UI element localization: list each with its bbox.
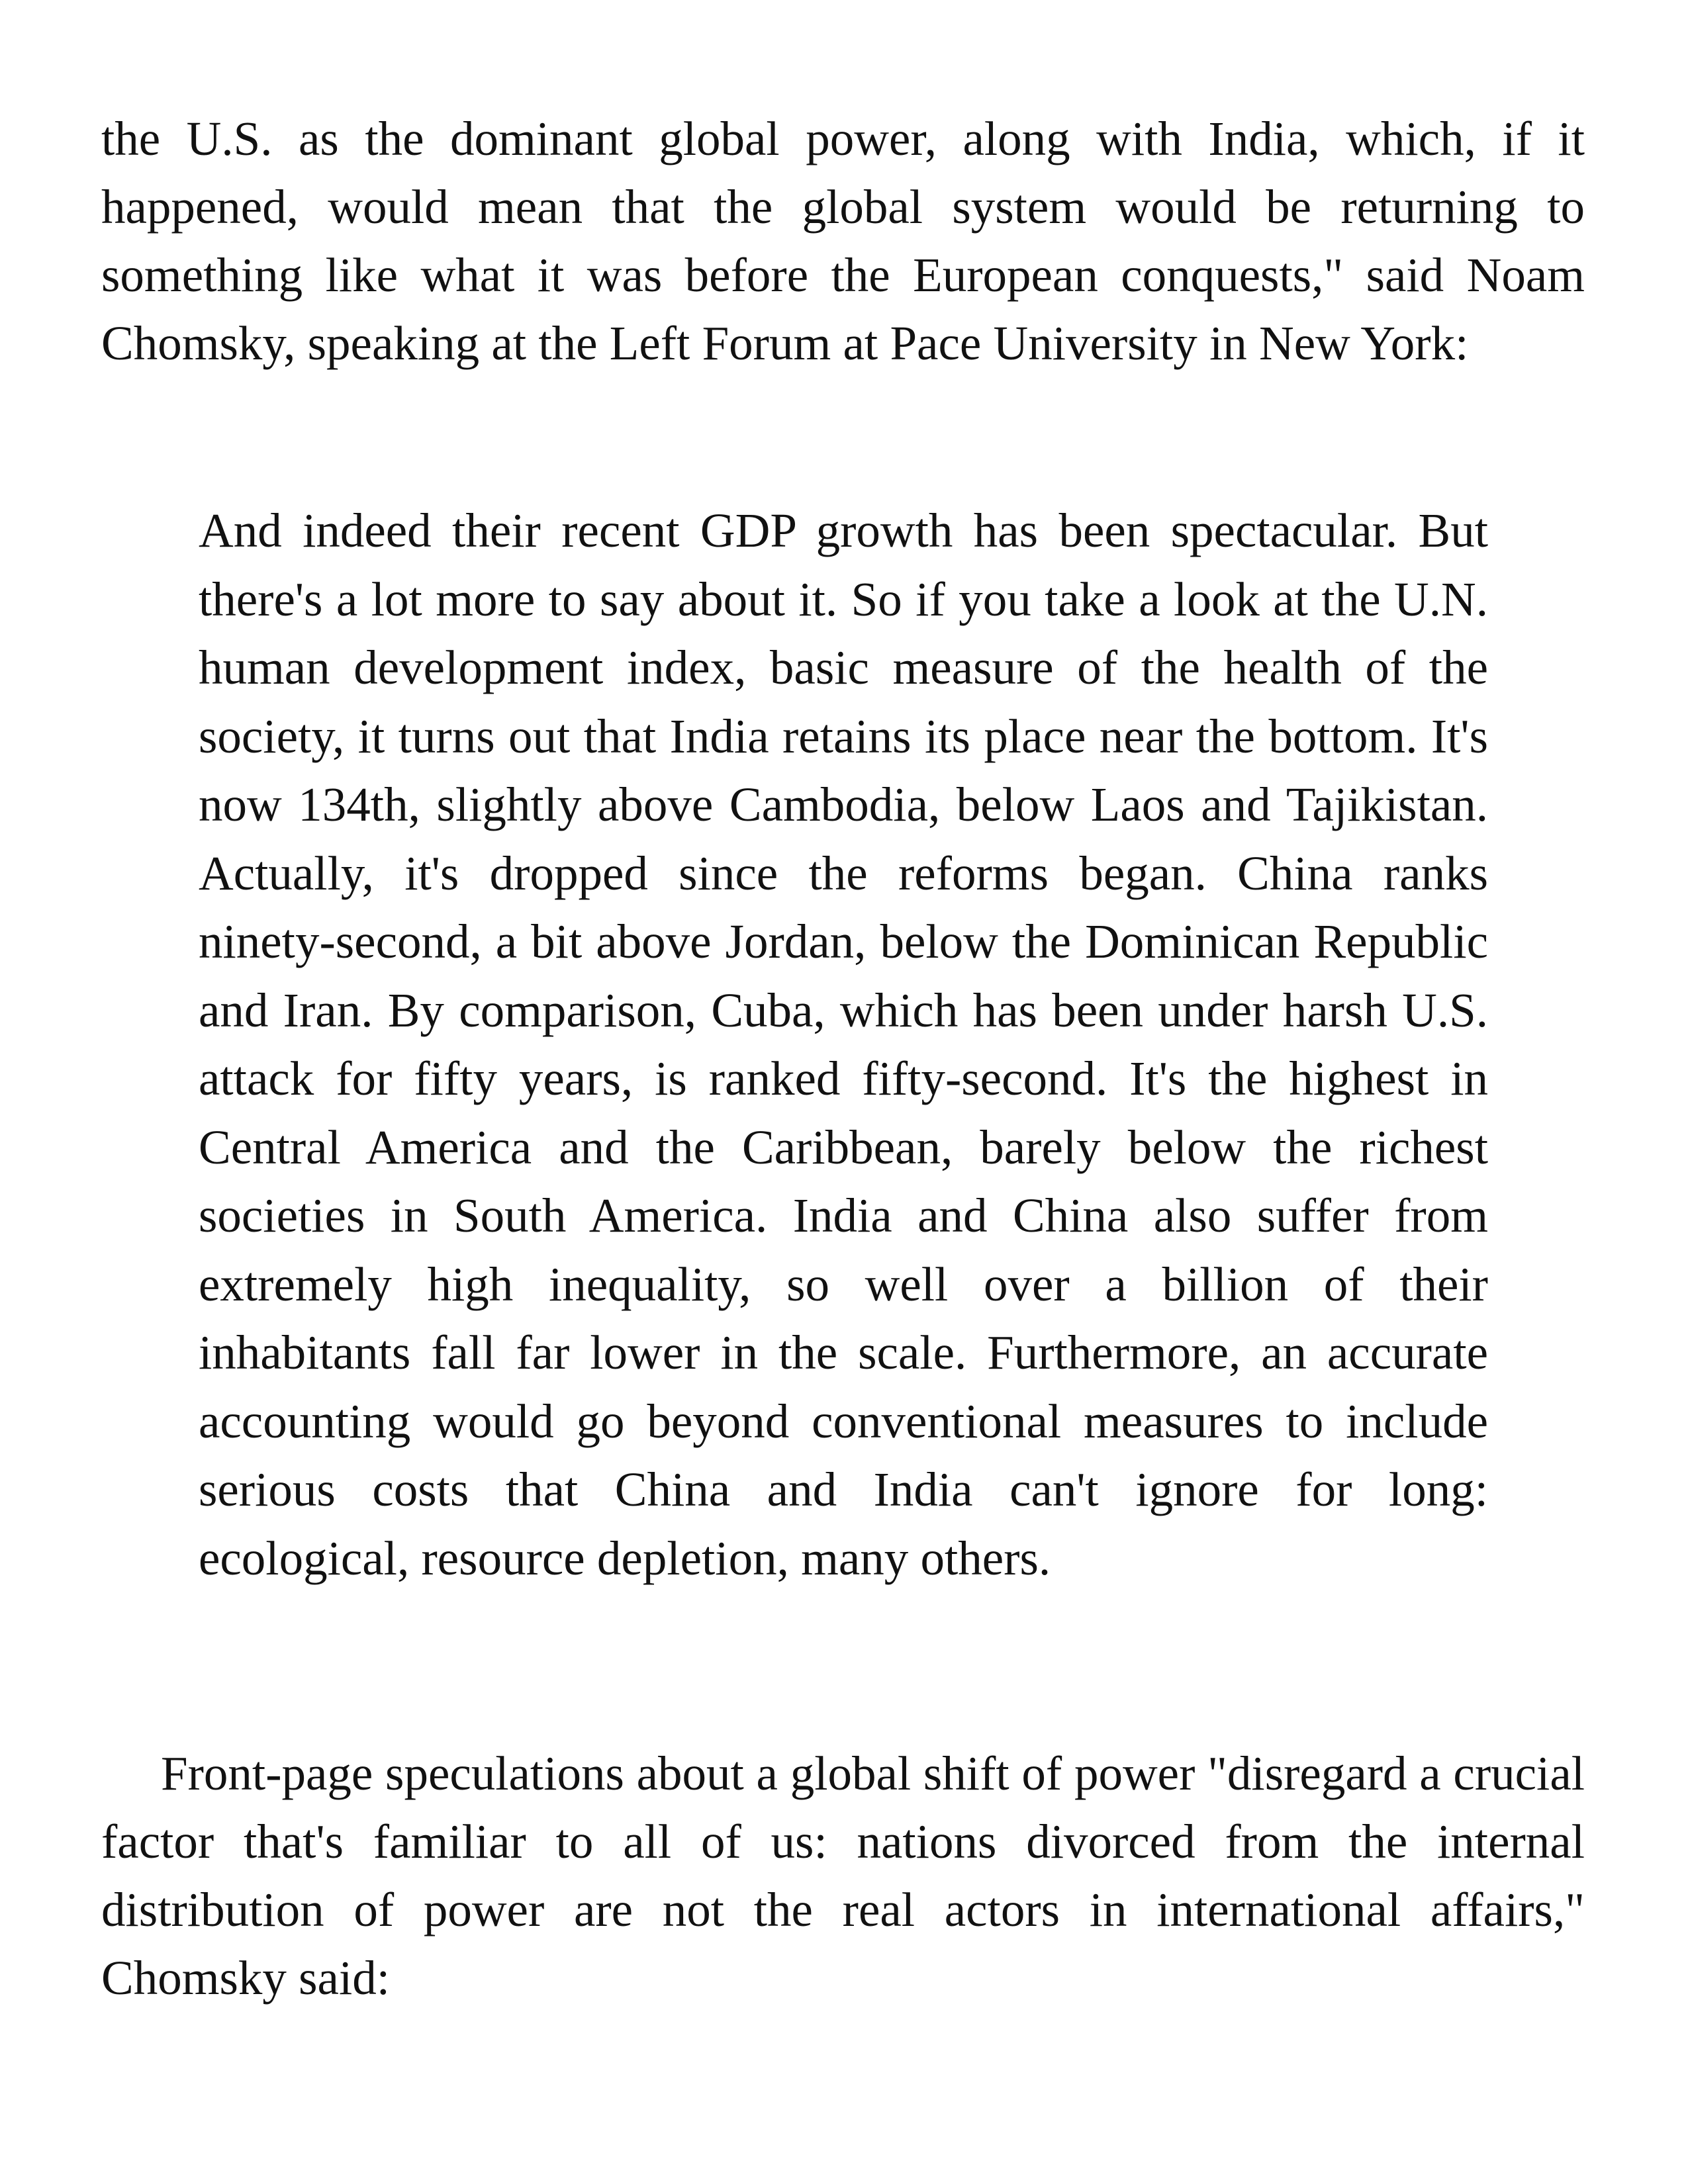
closing-paragraph: Front-page speculations about a global shift of power "disregard a crucial factor that's familiar to all of us: nations divorced from the internal distribution of power are not the real actors in international affairs," Chomsky said: bbox=[101, 1747, 1585, 2005]
intro-paragraph: the U.S. as the dominant global power, along with India, which, if it happened, would mean that the global system would be returning to something like what it was before the European conquests," said Noam Chomsky, speaking at the Left Forum at Pace University in New York: bbox=[101, 112, 1585, 370]
block-quote: And indeed their recent GDP growth has been spectacular. But there's a lot more to say about it. So if you take a look at the U.N. human development index, basic measure of the health of the society, it turns out that India retains its place near the bottom. It's now 134th, slightly above Cambodia, below Laos and Tajikistan. Actually, it's dropped since the reforms began. China ranks ninety-second, a bit above Jordan, below the Dominican Republic and Iran. By comparison, Cuba, which has been under harsh U.S. attack for fifty years, is ranked fifty-second. It's the highest in Central America and the Caribbean, barely below the richest societies in South America. India and China also suffer from extremely high inequality, so well over a billion of their inhabitants fall far lower in the scale. Furthermore, an accurate accounting would go beyond conventional measures to include serious costs that China and India can't ignore for long: ecological, resource depletion, many others. bbox=[199, 504, 1488, 1585]
